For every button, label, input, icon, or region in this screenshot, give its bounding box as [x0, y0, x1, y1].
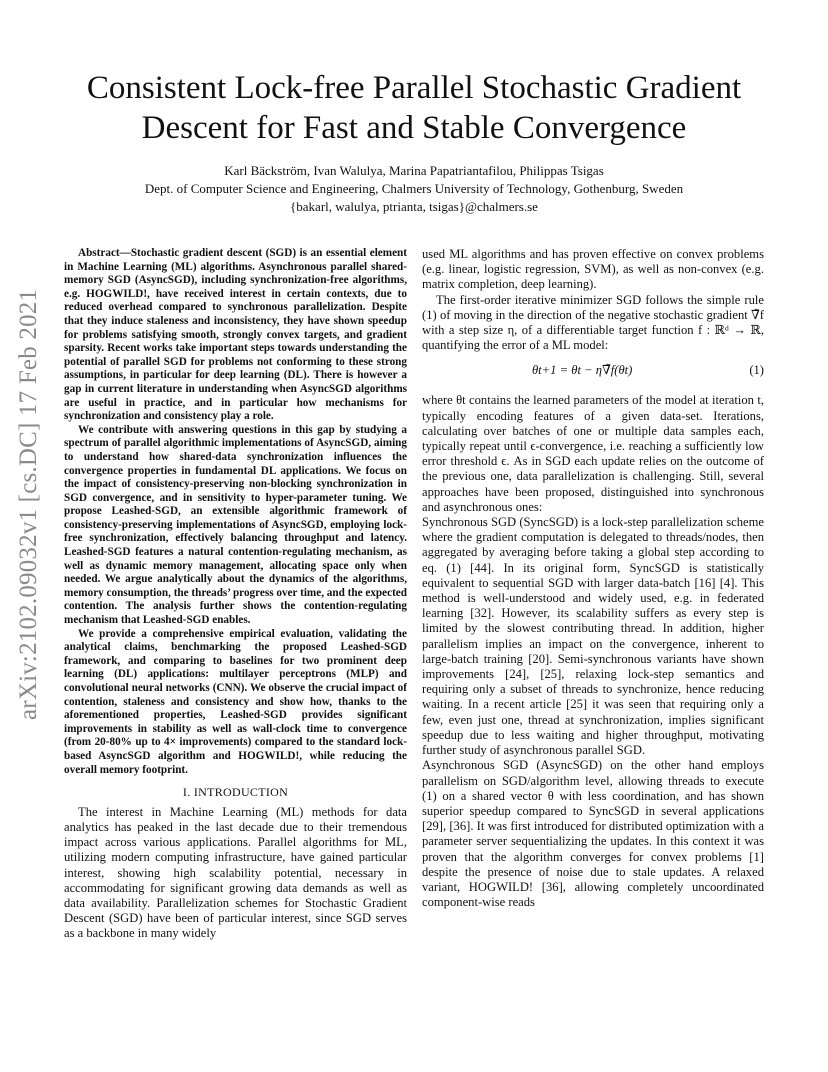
- right-column: [422, 247, 764, 910]
- author-list: Karl Bäckström, Ivan Walulya, Marina Papatriantafilou, Philippas Tsigas: [224, 163, 604, 178]
- author-emails: {bakarl, walulya, ptrianta, tsigas}@chalmers.se: [290, 199, 538, 214]
- left-column: [64, 247, 407, 942]
- right-paragraph-5: Asynchronous SGD (AsyncSGD) on the other hand employs parallelism on SGD/algorithm level, allowing threads to execute (1) on a shared vector θ with less coordination, and has shown superior speedup compared to SyncSGD in several applications [29], [36]. It was first introduced for distributed optimization with a parameter server sequentializing the updates. In this context it was proven that the algorithm converges for convex problems [1] despite the presence of noise due to stale updates. A relaxed variant, HOGWILD! [36], allowing completely uncoordinated component-wise reads: [422, 758, 764, 910]
- abstract: [64, 247, 407, 777]
- right-paragraph-1: used ML algorithms and has proven effective on convex problems (e.g. linear, logistic regression, SVM), as well as non-convex (e.g. matrix completion, deep learning).: [422, 247, 764, 292]
- right-paragraph-2: The first-order iterative minimizer SGD follows the simple rule (1) of moving in the direction of the negative stochastic gradient ∇̃f with a step size η, of a differentiable target function f : ℝᵈ → ℝ, quantifying the error of a ML model:: [422, 292, 764, 353]
- abstract-paragraph-3: We provide a comprehensive empirical evaluation, validating the analytical claims, benchmarking the proposed Leashed-SGD framework, and comparing to baselines for two prominent deep learning (DL) applications: multilayer perceptrons (MLP) and convolutional neural networks (CNN). We observe the crucial impact of contention, staleness and consistency and show how, thanks to the aforementioned properties, Leashed-SGD provides significant improvements in stability as well as wall-clock time to convergence (from 20-80% up to 4× improvements) compared to the standard lock-based AsyncSGD algorithm and HOGWILD!, while reducing the overall memory footprint.: [64, 627, 407, 776]
- equation-1: [422, 357, 764, 387]
- title-line-1: Consistent Lock-free Parallel Stochastic Gradient: [86, 70, 742, 106]
- right-paragraph-3: where θt contains the learned parameters of the model at iteration t, typically encoding features of a given data-set. Iterations, calculating over batches of one or multiple data samples each, typically repeat until ϵ-convergence, i.e. reaching a sufficiently low error threshold ϵ. As in SGD each update relies on the outcome of the previous one, data parallelization is challenging. Still, several approaches have been proposed, distinguished into synchronous and asynchronous ones:: [422, 393, 764, 514]
- arxiv-watermark: arXiv:2102.09032v1 [cs.DC] 17 Feb 2021: [15, 288, 42, 720]
- section-heading-introduction: I. INTRODUCTION: [182, 785, 289, 800]
- paper-title: [40, 68, 788, 148]
- affiliation: Dept. of Computer Science and Engineering, Chalmers University of Technology, Gothenburg, Sweden: [144, 181, 684, 196]
- title-line-2: Descent for Fast and Stable Convergence: [141, 110, 687, 146]
- intro-paragraph-1: The interest in Machine Learning (ML) methods for data analytics has peaked in the last decade due to their tremendous impact across various applications. Parallel algorithms for ML, utilizing modern computing infrastructure, have gained particular interest, showing high scalability potential, necessary in accommodating for significant growing data demands as well as data availability. Parallelization schemes for Stochastic Gradient Descent (SGD) have been of particular interest, since SGD serves as a backbone in many widely: [64, 804, 407, 941]
- abstract-paragraph-2: We contribute with answering questions in this gap by studying a spectrum of parallel algorithmic implementations of AsyncSGD, aiming to understand how shared-data synchronization influences the convergence properties in fundamental DL applications. We focus on the impact of consistency-preserving non-blocking synchronization in SGD convergence, and in sensitivity to hyper-parameter tuning. We propose Leashed-SGD, an extensible algorithmic framework of consistency-preserving implementations of AsyncSGD, employing lock-free synchronization, effectively balancing throughput and latency. Leashed-SGD features a natural contention-regulating mechanism, as well as dynamic memory management, allocating space only when needed. We argue analytically about the dynamics of the algorithms, memory consumption, the threads’ progress over time, and the expected contention. The analysis further shows the contention-regulating mechanism that Leashed-SGD enables.: [64, 423, 407, 627]
- equation-number: (1): [749, 363, 764, 378]
- equation-expression: θt+1 = θt − η∇̃f(θt): [532, 363, 633, 378]
- abstract-paragraph-1: Abstract—Stochastic gradient descent (SGD) is an essential element in Machine Learning (ML) algorithms. Asynchronous parallel shared-memory SGD (AsyncSGD), including synchronization-free algorithms, e.g. HOGWILD!, have received interest in certain contexts, due to reduced overhead compared to synchronous parallelization. Despite that they induce staleness and inconsistency, they have shown speedup for problems satisfying smooth, strongly convex targets, and gradient sparsity. Recent works take important steps towards understanding the potential of parallel SGD for problems not conforming to these strong assumptions, in particular for deep learning (DL). There is however a gap in current literature in understanding when AsyncSGD algorithms are useful in practice, and in particular how mechanisms for synchronization and consistency play a role.: [64, 247, 407, 423]
- right-paragraph-4: Synchronous SGD (SyncSGD) is a lock-step parallelization scheme where the gradient computation is delegated to threads/nodes, then aggregated by averaging before taking a global step according to eq. (1) [44]. In its original form, SyncSGD is statistically equivalent to sequential SGD with larger data-batch [16] [4]. This method is well-understood and widely used, e.g. in federated learning [32]. However, its scalability suffers as every step is limited by the slowest contributing thread. In addition, higher parallelism implies an impact on the convergence, inherent to large-batch training [20]. Semi-synchronous variants have shown improvements [24], [25], relaxing lock-step semantics and requiring only a subset of threads to synchronize, hence reducing waiting. In a recent article [25] it was seen that requiring only a few, even just one, thread at synchronization, implies significant speedup due to less waiting and higher throughput, motivating further study of asynchronous parallel SGD.: [422, 515, 764, 758]
